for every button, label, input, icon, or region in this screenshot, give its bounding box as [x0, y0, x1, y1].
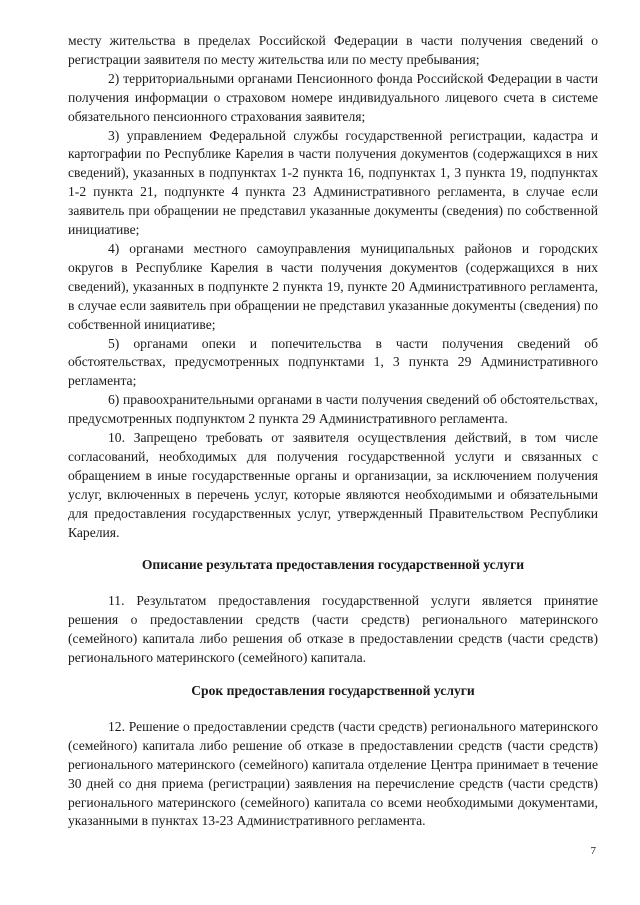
section-heading-term: Срок предоставления государственной услуги: [191, 683, 475, 698]
paragraph-item-2: 2) территориальными органами Пенсионного фонда Российской Федерации в части получения информации о страховом номере индивидуального лицевого счета в системе обязательного пенсионного страхования заявителя;: [68, 70, 598, 124]
section-heading-result: Описание результата предоставления государственной услуги: [141, 557, 525, 573]
paragraph-11: 11. Результатом предоставления государственной услуги является принятие решения о предоставлении средств (части средств) регионального материнского (семейного) капитала либо решения об отказе в предоставлении средств (части средств) регионального материнского (семейного) капитала.: [68, 593, 598, 666]
paragraph-item-3: 3) управлением Федеральной службы государственной регистрации, кадастра и картографии по Республике Карелия в части получения документов (содержащихся в них сведений), указанных в подпунктах 1-2 пункта 16, подпунктах 1, 3 пункта 19, подпунктах 1-2 пункта 21, подпункте 4 пункта 23 Административного регламента, в случае если заявитель при обращении не представил указанные документы (сведения) по собственной инициативе;: [68, 127, 598, 238]
paragraph-continuation: месту жительства в пределах Российской Федерации в части получения сведений о регистрации заявителя по месту жительства или по месту пребывания;: [68, 33, 598, 67]
paragraph-item-6: 6) правоохранительными органами в части получения сведений об обстоятельствах, предусмотренных подпунктом 2 пункта 29 Административного регламента.: [68, 392, 598, 427]
paragraph-10: 10. Запрещено требовать от заявителя осуществления действий, в том числе согласований, необходимых для получения государственной услуги и связанных с обращением в иные государственные органы и организации, за исключением получения услуг, включенных в перечень услуг, которые являются необходимыми и обязательными для предоставления государственных услуг, утвержденный Правительством Республики Карелия.: [68, 430, 598, 540]
paragraph-12: 12. Решение о предоставлении средств (части средств) регионального материнского (семейного) капитала либо решение об отказе в предоставлении средств (части средств) регионального материнского (семейного) капитала отделение Центра принимает в течение 30 дней со дня приема (регистрации) заявления на перечисление средств (части средств) регионального материнского (семейного) капитала со всеми необходимыми документами, указанными в пунктах 13-23 Административного регламента.: [68, 718, 598, 829]
page-number: 7: [590, 845, 596, 857]
paragraph-item-5: 5) органами опеки и попечительства в части получения сведений об обстоятельствах, предусмотренных подпунктами 1, 3 пункта 29 Административного регламента;: [68, 335, 598, 389]
paragraph-item-4: 4) органами местного самоуправления муниципальных районов и городских округов в Республике Карелия в части получения документов (содержащихся в них сведений), указанных в подпункте 2 пункта 19, пункте 20 Административного регламента, в случае если заявитель при обращении не представил указанные документы (сведения) по собственной инициативе;: [68, 240, 598, 332]
